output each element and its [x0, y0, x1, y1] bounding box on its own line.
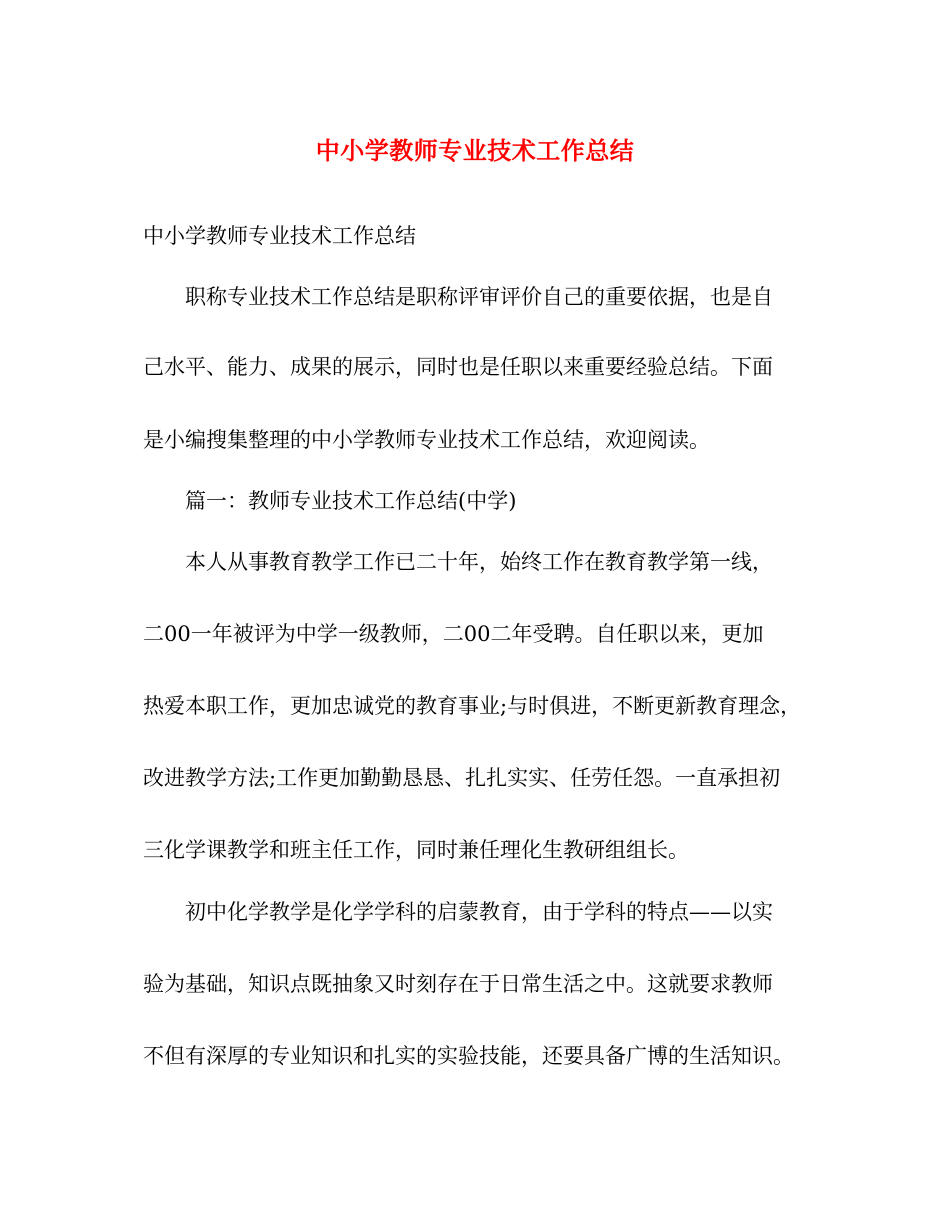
body-line-2: 二00一年被评为中学一级教师，二00二年受聘。自任职以来，更加 — [143, 622, 764, 646]
body-line-8: 不但有深厚的专业知识和扎实的实验技能，还要具备广博的生活知识。 — [143, 1044, 794, 1068]
body-line-1: 本人从事教育教学工作已二十年，始终工作在教育教学第一线， — [185, 550, 773, 574]
intro-line-3: 是小编搜集整理的中小学教师专业技术工作总结，欢迎阅读。 — [143, 428, 710, 452]
body-line-4: 改进教学方法;工作更加勤勤恳恳、扎扎实实、任劳任怨。一直承担初 — [143, 766, 781, 790]
document-title: 中小学教师专业技术工作总结 — [315, 136, 635, 165]
intro-line-1: 职称专业技术工作总结是职称评审评价自己的重要依据，也是自 — [185, 285, 773, 309]
intro-line-2: 己水平、能力、成果的展示，同时也是任职以来重要经验总结。下面 — [143, 355, 773, 379]
body-line-5: 三化学课教学和班主任工作，同时兼任理化生教研组组长。 — [143, 838, 689, 862]
body-line-7: 验为基础，知识点既抽象又时刻存在于日常生活之中。这就要求教师 — [143, 972, 773, 996]
body-line-3: 热爱本职工作，更加忠诚党的教育事业;与时俱进，不断更新教育理念， — [143, 694, 802, 718]
body-line-6: 初中化学教学是化学学科的启蒙教育，由于学科的特点——以实 — [185, 900, 773, 924]
section-heading: 篇一：教师专业技术工作总结(中学) — [185, 489, 517, 513]
subtitle-line: 中小学教师专业技术工作总结 — [143, 224, 416, 248]
